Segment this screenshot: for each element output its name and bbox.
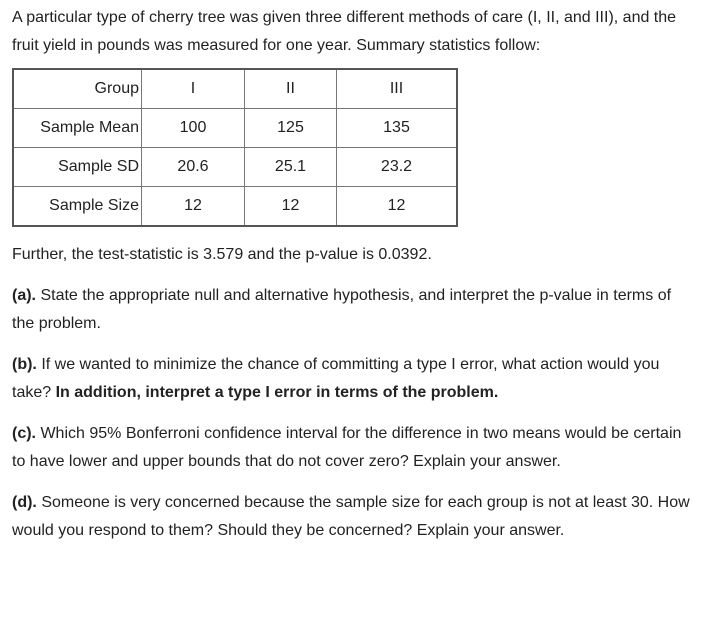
question-c <box>12 420 694 476</box>
table-header-row <box>13 69 457 109</box>
table-cell: 125 <box>245 109 337 148</box>
table-cell: 12 <box>142 187 245 227</box>
question-d <box>12 489 694 545</box>
row-label-sample-sd: Sample SD <box>13 148 142 187</box>
table-cell: 12 <box>245 187 337 227</box>
question-a-text: State the appropriate null and alternative hypothesis, and interpret the p-value in terms of the problem. <box>12 287 672 332</box>
table-cell: 12 <box>337 187 458 227</box>
table-row-sample-mean <box>13 109 457 148</box>
table-cell: 100 <box>142 109 245 148</box>
question-c-label: (c). <box>12 425 36 442</box>
question-b-bold-text: In addition, interpret a type I error in terms of the problem. <box>55 384 499 401</box>
question-d-label: (d). <box>12 494 37 511</box>
header-cell-ii: II <box>245 69 337 109</box>
header-cell-group: Group <box>13 69 142 109</box>
table-row-sample-size <box>13 187 457 227</box>
test-statistic-paragraph: Further, the test-statistic is 3.579 and the p-value is 0.0392. <box>12 246 432 263</box>
row-label-sample-size: Sample Size <box>13 187 142 227</box>
question-b-text: If we wanted to minimize the chance of committing a type I error, what action would you take? <box>12 356 660 401</box>
table-cell: 135 <box>337 109 458 148</box>
question-d-text: Someone is very concerned because the sample size for each group is not at least 30. How would you respond to them? Should they be concerned? Explain your answer. <box>12 494 690 539</box>
table-cell: 23.2 <box>337 148 458 187</box>
question-a <box>12 282 694 338</box>
intro-paragraph: A particular type of cherry tree was given three different methods of care (I, II, and III), and the fruit yield in pounds was measured for one year. Summary statistics follow: <box>12 9 677 54</box>
question-a-label: (a). <box>12 287 36 304</box>
header-cell-i: I <box>142 69 245 109</box>
question-b <box>12 351 694 407</box>
question-b-label: (b). <box>12 356 37 373</box>
summary-statistics-table <box>12 68 458 227</box>
table-cell: 25.1 <box>245 148 337 187</box>
table-cell: 20.6 <box>142 148 245 187</box>
question-c-text: Which 95% Bonferroni confidence interval for the difference in two means would be certain to have lower and upper bounds that do not cover zero? Explain your answer. <box>12 425 682 470</box>
header-cell-iii: III <box>337 69 458 109</box>
table-row-sample-sd <box>13 148 457 187</box>
row-label-sample-mean: Sample Mean <box>13 109 142 148</box>
